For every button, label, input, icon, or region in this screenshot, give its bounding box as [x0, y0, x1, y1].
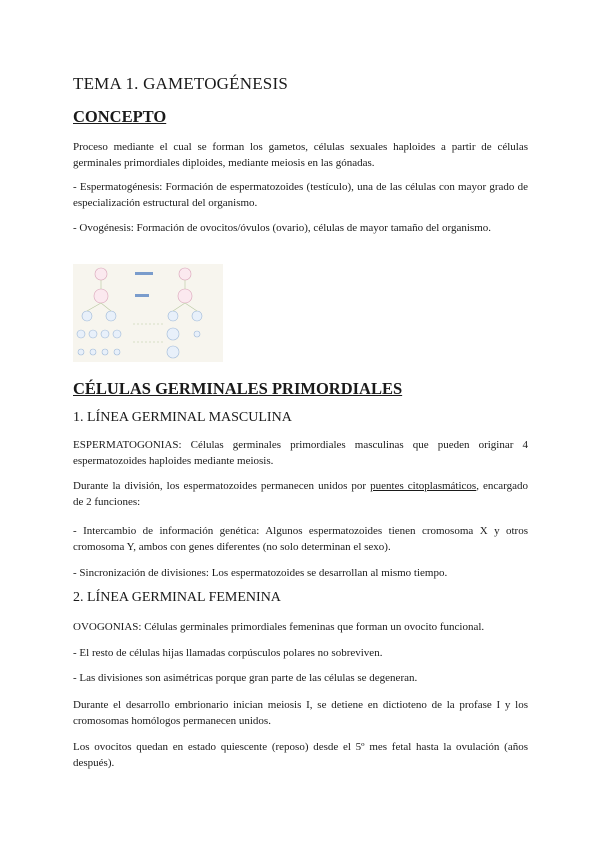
divisiones-paragraph: - Las divisiones son asimétricas porque gran parte de las células se degeneran. [73, 672, 418, 684]
concepto-heading: CONCEPTO [73, 107, 167, 126]
puentes-text-pre: Durante la división, los espermatozoides permanecen unidos por [73, 480, 371, 492]
espermatogenesis-paragraph: - Espermatogénesis: Formación de espermatozoides (testículo), una de las células con mayor grado de especialización estructural del organismo. [73, 181, 528, 209]
intercambio-paragraph: - Intercambio de información genética: Algunos espermatozoides tienen cromosoma X y otros cromosoma Y, ambos con genes diferentes (no solo determinan el sexo). [73, 525, 528, 553]
puentes-text-post: , encargado de 2 funciones: [73, 480, 528, 508]
meiosis-paragraph: Durante el desarrollo embrionario inician meiosis I, se detiene en dictioteno de la profase I y los cromosomas homólogos permanecen unidos. [73, 699, 528, 727]
ovogonias-paragraph: OVOGONIAS: Células germinales primordiales femeninas que forman un ovocito funcional. [73, 621, 485, 633]
quiescente-paragraph: Los ovocitos quedan en estado quiescente (reposo) desde el 5º mes fetal hasta la ovulación (años después). [73, 741, 528, 769]
gametogenesis-diagram [73, 264, 223, 362]
ovogenesis-paragraph: - Ovogénesis: Formación de ovocitos/óvulos (ovario), células de mayor tamaño del organismo. [73, 222, 492, 234]
concepto-definition: Proceso mediante el cual se forman los gametos, células sexuales haploides a partir de células germinales primordiales diploides, mediante meiosis en las gónadas. [73, 141, 528, 169]
sincronizacion-paragraph: - Sincronización de divisiones: Los espermatozoides se desarrollan al mismo tiempo. [73, 567, 448, 579]
cgp-heading: CÉLULAS GERMINALES PRIMORDIALES [73, 379, 403, 398]
puentes-citoplasmaticos-link: puentes citoplasmáticos [370, 480, 477, 492]
linea-femenina-heading: 2. LÍNEA GERMINAL FEMENINA [73, 590, 281, 605]
espermatogonias-paragraph: ESPERMATOGONIAS: Células germinales primordiales masculinas que pueden originar 4 espermatozoides haploides mediante meiosis. [73, 439, 528, 467]
page-title: TEMA 1. GAMETOGÉNESIS [73, 74, 288, 93]
linea-masculina-heading: 1. LÍNEA GERMINAL MASCULINA [73, 410, 292, 425]
puentes-paragraph [73, 478, 528, 510]
corpusculos-paragraph: - El resto de células hijas llamadas corpúsculos polares no sobreviven. [73, 647, 383, 659]
